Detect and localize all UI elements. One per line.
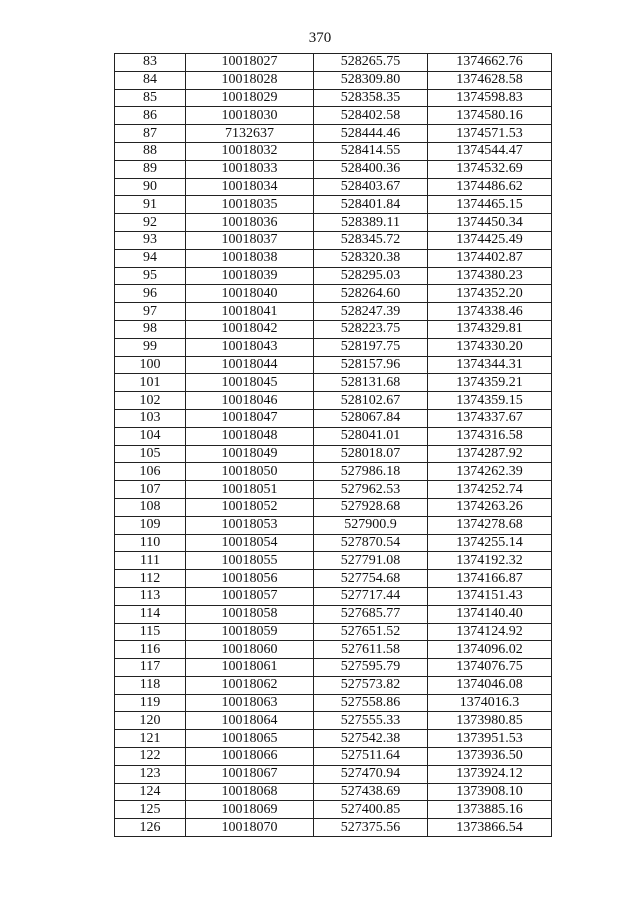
y-coordinate-cell: 1374425.49 <box>428 231 552 249</box>
table-row <box>115 676 552 694</box>
point-number-cell: 115 <box>115 623 186 641</box>
point-id-cell: 10018049 <box>186 445 314 463</box>
point-id-cell: 10018065 <box>186 730 314 748</box>
point-number-cell: 109 <box>115 516 186 534</box>
table-row <box>115 570 552 588</box>
y-coordinate-cell: 1374166.87 <box>428 570 552 588</box>
y-coordinate-cell: 1374571.53 <box>428 125 552 143</box>
x-coordinate-cell: 528067.84 <box>314 409 428 427</box>
table-row <box>115 765 552 783</box>
point-id-cell: 10018063 <box>186 694 314 712</box>
x-coordinate-cell: 528414.55 <box>314 142 428 160</box>
point-id-cell: 10018048 <box>186 427 314 445</box>
y-coordinate-cell: 1374598.83 <box>428 89 552 107</box>
x-coordinate-cell: 527900.9 <box>314 516 428 534</box>
y-coordinate-cell: 1374337.67 <box>428 409 552 427</box>
y-coordinate-cell: 1373866.54 <box>428 819 552 837</box>
point-number-cell: 93 <box>115 231 186 249</box>
table-row <box>115 641 552 659</box>
point-number-cell: 125 <box>115 801 186 819</box>
point-id-cell: 10018037 <box>186 231 314 249</box>
x-coordinate-cell: 528358.35 <box>314 89 428 107</box>
x-coordinate-cell: 527611.58 <box>314 641 428 659</box>
point-number-cell: 106 <box>115 463 186 481</box>
point-number-cell: 117 <box>115 659 186 677</box>
table-row <box>115 659 552 677</box>
point-id-cell: 10018036 <box>186 214 314 232</box>
point-number-cell: 122 <box>115 748 186 766</box>
table-row <box>115 481 552 499</box>
point-number-cell: 86 <box>115 107 186 125</box>
point-number-cell: 105 <box>115 445 186 463</box>
point-id-cell: 10018042 <box>186 320 314 338</box>
table-row <box>115 427 552 445</box>
x-coordinate-cell: 527685.77 <box>314 605 428 623</box>
table-row <box>115 783 552 801</box>
point-id-cell: 10018033 <box>186 160 314 178</box>
table-row <box>115 196 552 214</box>
y-coordinate-cell: 1373951.53 <box>428 730 552 748</box>
table-row <box>115 445 552 463</box>
y-coordinate-cell: 1373936.50 <box>428 748 552 766</box>
y-coordinate-cell: 1374263.26 <box>428 498 552 516</box>
point-number-cell: 104 <box>115 427 186 445</box>
y-coordinate-cell: 1373885.16 <box>428 801 552 819</box>
point-number-cell: 89 <box>115 160 186 178</box>
x-coordinate-cell: 528309.80 <box>314 71 428 89</box>
y-coordinate-cell: 1374329.81 <box>428 320 552 338</box>
x-coordinate-cell: 527651.52 <box>314 623 428 641</box>
y-coordinate-cell: 1373924.12 <box>428 765 552 783</box>
x-coordinate-cell: 528247.39 <box>314 303 428 321</box>
point-number-cell: 85 <box>115 89 186 107</box>
y-coordinate-cell: 1374580.16 <box>428 107 552 125</box>
point-id-cell: 10018069 <box>186 801 314 819</box>
y-coordinate-cell: 1374151.43 <box>428 587 552 605</box>
coordinates-table-body <box>115 54 552 837</box>
table-row <box>115 178 552 196</box>
table-row <box>115 819 552 837</box>
table-row <box>115 356 552 374</box>
point-id-cell: 10018041 <box>186 303 314 321</box>
point-id-cell: 10018066 <box>186 748 314 766</box>
table-row <box>115 605 552 623</box>
x-coordinate-cell: 527573.82 <box>314 676 428 694</box>
y-coordinate-cell: 1374465.15 <box>428 196 552 214</box>
table-row <box>115 409 552 427</box>
x-coordinate-cell: 528444.46 <box>314 125 428 143</box>
point-number-cell: 116 <box>115 641 186 659</box>
point-number-cell: 103 <box>115 409 186 427</box>
x-coordinate-cell: 528157.96 <box>314 356 428 374</box>
y-coordinate-cell: 1374016.3 <box>428 694 552 712</box>
x-coordinate-cell: 527375.56 <box>314 819 428 837</box>
x-coordinate-cell: 528403.67 <box>314 178 428 196</box>
point-number-cell: 120 <box>115 712 186 730</box>
x-coordinate-cell: 528402.58 <box>314 107 428 125</box>
y-coordinate-cell: 1374344.31 <box>428 356 552 374</box>
y-coordinate-cell: 1374287.92 <box>428 445 552 463</box>
page-number: 370 <box>308 30 332 46</box>
table-row <box>115 392 552 410</box>
table-row <box>115 303 552 321</box>
point-id-cell: 10018032 <box>186 142 314 160</box>
point-id-cell: 10018029 <box>186 89 314 107</box>
y-coordinate-cell: 1374359.15 <box>428 392 552 410</box>
point-id-cell: 10018059 <box>186 623 314 641</box>
point-number-cell: 90 <box>115 178 186 196</box>
point-number-cell: 111 <box>115 552 186 570</box>
point-number-cell: 101 <box>115 374 186 392</box>
y-coordinate-cell: 1374278.68 <box>428 516 552 534</box>
table-row <box>115 534 552 552</box>
y-coordinate-cell: 1374262.39 <box>428 463 552 481</box>
table-row <box>115 338 552 356</box>
point-id-cell: 10018040 <box>186 285 314 303</box>
point-number-cell: 84 <box>115 71 186 89</box>
x-coordinate-cell: 527962.53 <box>314 481 428 499</box>
point-number-cell: 102 <box>115 392 186 410</box>
x-coordinate-cell: 528295.03 <box>314 267 428 285</box>
table-row <box>115 107 552 125</box>
point-number-cell: 91 <box>115 196 186 214</box>
point-id-cell: 10018039 <box>186 267 314 285</box>
y-coordinate-cell: 1374076.75 <box>428 659 552 677</box>
point-id-cell: 10018047 <box>186 409 314 427</box>
table-row <box>115 71 552 89</box>
y-coordinate-cell: 1374544.47 <box>428 142 552 160</box>
point-id-cell: 10018028 <box>186 71 314 89</box>
point-id-cell: 10018055 <box>186 552 314 570</box>
table-row <box>115 267 552 285</box>
table-row <box>115 231 552 249</box>
point-id-cell: 10018043 <box>186 338 314 356</box>
y-coordinate-cell: 1374046.08 <box>428 676 552 694</box>
y-coordinate-cell: 1374532.69 <box>428 160 552 178</box>
point-id-cell: 10018070 <box>186 819 314 837</box>
point-number-cell: 121 <box>115 730 186 748</box>
point-number-cell: 98 <box>115 320 186 338</box>
x-coordinate-cell: 528264.60 <box>314 285 428 303</box>
point-id-cell: 10018062 <box>186 676 314 694</box>
point-id-cell: 10018034 <box>186 178 314 196</box>
table-row <box>115 748 552 766</box>
y-coordinate-cell: 1374662.76 <box>428 54 552 72</box>
point-id-cell: 10018030 <box>186 107 314 125</box>
point-id-cell: 10018054 <box>186 534 314 552</box>
point-id-cell: 10018056 <box>186 570 314 588</box>
point-id-cell: 10018064 <box>186 712 314 730</box>
point-number-cell: 124 <box>115 783 186 801</box>
y-coordinate-cell: 1374450.34 <box>428 214 552 232</box>
y-coordinate-cell: 1374252.74 <box>428 481 552 499</box>
point-number-cell: 118 <box>115 676 186 694</box>
point-number-cell: 92 <box>115 214 186 232</box>
y-coordinate-cell: 1374359.21 <box>428 374 552 392</box>
table-row <box>115 160 552 178</box>
point-number-cell: 99 <box>115 338 186 356</box>
point-number-cell: 100 <box>115 356 186 374</box>
x-coordinate-cell: 527754.68 <box>314 570 428 588</box>
coordinates-table <box>114 53 552 837</box>
table-row <box>115 498 552 516</box>
y-coordinate-cell: 1374628.58 <box>428 71 552 89</box>
point-id-cell: 10018067 <box>186 765 314 783</box>
y-coordinate-cell: 1374192.32 <box>428 552 552 570</box>
point-id-cell: 10018044 <box>186 356 314 374</box>
x-coordinate-cell: 527542.38 <box>314 730 428 748</box>
x-coordinate-cell: 528018.07 <box>314 445 428 463</box>
table-row <box>115 249 552 267</box>
point-id-cell: 10018050 <box>186 463 314 481</box>
point-number-cell: 83 <box>115 54 186 72</box>
point-number-cell: 112 <box>115 570 186 588</box>
point-id-cell: 10018046 <box>186 392 314 410</box>
point-number-cell: 94 <box>115 249 186 267</box>
x-coordinate-cell: 528401.84 <box>314 196 428 214</box>
point-id-cell: 10018052 <box>186 498 314 516</box>
point-number-cell: 110 <box>115 534 186 552</box>
x-coordinate-cell: 528131.68 <box>314 374 428 392</box>
x-coordinate-cell: 528197.75 <box>314 338 428 356</box>
table-row <box>115 89 552 107</box>
x-coordinate-cell: 527870.54 <box>314 534 428 552</box>
table-row <box>115 552 552 570</box>
table-row <box>115 142 552 160</box>
table-row <box>115 374 552 392</box>
point-number-cell: 119 <box>115 694 186 712</box>
point-id-cell: 10018035 <box>186 196 314 214</box>
table-row <box>115 125 552 143</box>
table-row <box>115 320 552 338</box>
point-number-cell: 97 <box>115 303 186 321</box>
point-id-cell: 10018045 <box>186 374 314 392</box>
point-id-cell: 10018051 <box>186 481 314 499</box>
point-number-cell: 88 <box>115 142 186 160</box>
table-row <box>115 694 552 712</box>
table-row <box>115 463 552 481</box>
point-number-cell: 108 <box>115 498 186 516</box>
x-coordinate-cell: 527470.94 <box>314 765 428 783</box>
y-coordinate-cell: 1374330.20 <box>428 338 552 356</box>
point-id-cell: 10018027 <box>186 54 314 72</box>
point-number-cell: 126 <box>115 819 186 837</box>
point-id-cell: 7132637 <box>186 125 314 143</box>
y-coordinate-cell: 1374380.23 <box>428 267 552 285</box>
point-number-cell: 96 <box>115 285 186 303</box>
x-coordinate-cell: 527400.85 <box>314 801 428 819</box>
y-coordinate-cell: 1374486.62 <box>428 178 552 196</box>
point-id-cell: 10018053 <box>186 516 314 534</box>
point-number-cell: 87 <box>115 125 186 143</box>
point-id-cell: 10018058 <box>186 605 314 623</box>
table-row <box>115 801 552 819</box>
point-id-cell: 10018061 <box>186 659 314 677</box>
point-number-cell: 107 <box>115 481 186 499</box>
y-coordinate-cell: 1374402.87 <box>428 249 552 267</box>
table-row <box>115 712 552 730</box>
x-coordinate-cell: 527928.68 <box>314 498 428 516</box>
table-row <box>115 587 552 605</box>
point-number-cell: 114 <box>115 605 186 623</box>
x-coordinate-cell: 528400.36 <box>314 160 428 178</box>
point-number-cell: 123 <box>115 765 186 783</box>
x-coordinate-cell: 528041.01 <box>314 427 428 445</box>
x-coordinate-cell: 528345.72 <box>314 231 428 249</box>
point-id-cell: 10018060 <box>186 641 314 659</box>
y-coordinate-cell: 1374124.92 <box>428 623 552 641</box>
x-coordinate-cell: 527511.64 <box>314 748 428 766</box>
x-coordinate-cell: 527555.33 <box>314 712 428 730</box>
y-coordinate-cell: 1374140.40 <box>428 605 552 623</box>
x-coordinate-cell: 528223.75 <box>314 320 428 338</box>
y-coordinate-cell: 1373908.10 <box>428 783 552 801</box>
table-row <box>115 214 552 232</box>
table-row <box>115 54 552 72</box>
point-number-cell: 95 <box>115 267 186 285</box>
x-coordinate-cell: 527438.69 <box>314 783 428 801</box>
x-coordinate-cell: 528389.11 <box>314 214 428 232</box>
point-id-cell: 10018068 <box>186 783 314 801</box>
y-coordinate-cell: 1374255.14 <box>428 534 552 552</box>
y-coordinate-cell: 1374352.20 <box>428 285 552 303</box>
x-coordinate-cell: 528320.38 <box>314 249 428 267</box>
x-coordinate-cell: 527558.86 <box>314 694 428 712</box>
point-id-cell: 10018057 <box>186 587 314 605</box>
point-id-cell: 10018038 <box>186 249 314 267</box>
x-coordinate-cell: 527791.08 <box>314 552 428 570</box>
y-coordinate-cell: 1374096.02 <box>428 641 552 659</box>
table-row <box>115 516 552 534</box>
x-coordinate-cell: 528265.75 <box>314 54 428 72</box>
y-coordinate-cell: 1373980.85 <box>428 712 552 730</box>
x-coordinate-cell: 528102.67 <box>314 392 428 410</box>
y-coordinate-cell: 1374316.58 <box>428 427 552 445</box>
point-number-cell: 113 <box>115 587 186 605</box>
x-coordinate-cell: 527595.79 <box>314 659 428 677</box>
x-coordinate-cell: 527986.18 <box>314 463 428 481</box>
x-coordinate-cell: 527717.44 <box>314 587 428 605</box>
y-coordinate-cell: 1374338.46 <box>428 303 552 321</box>
table-row <box>115 285 552 303</box>
table-row <box>115 730 552 748</box>
table-row <box>115 623 552 641</box>
